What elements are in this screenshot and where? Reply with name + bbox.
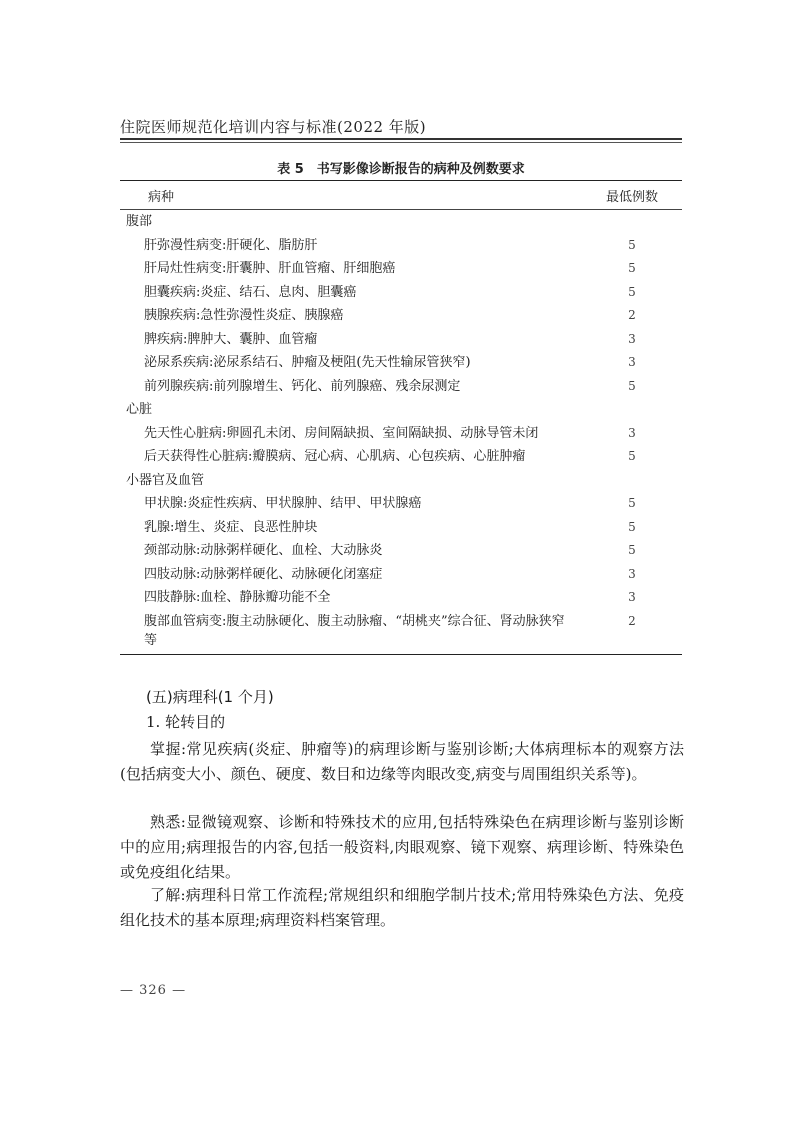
table-row [120,257,682,281]
count-cell: 3 [628,425,636,440]
section-title: (五)病理科(1 个月) [146,688,274,706]
count-cell: 5 [628,543,636,557]
count-cell: 2 [628,308,636,322]
disease-cell: 颈部动脉:动脉粥样硬化、血栓、大动脉炎 [144,543,383,558]
table-row [120,539,682,563]
disease-cell: 胆囊疾病:炎症、结石、息肉、胆囊癌 [144,284,357,300]
table-bottom-rule [120,654,682,655]
disease-cell: 乳腺:增生、炎症、良恶性肿块 [144,519,318,535]
count-cell: 5 [628,519,636,534]
category-label: 心脏 [126,402,153,417]
table-caption: 表 5 书写影像诊断报告的病种及例数要求 [277,162,525,177]
disease-cell: 甲状腺:炎症性疾病、甲状腺肿、结甲、甲状腺癌 [144,496,422,511]
disease-cell: 先天性心脏病:卵圆孔未闭、房间隔缺损、室间隔缺损、动脉导管未闭 [144,425,539,441]
disease-cell: 肝弥漫性病变:肝硬化、脂肪肝 [144,237,318,253]
running-header: 住院医师规范化培训内容与标准(2022 年版) [120,118,427,136]
count-cell: 5 [628,284,636,299]
table-row [120,351,682,375]
category-row [120,398,682,422]
table-row [120,422,682,446]
count-cell: 3 [628,331,636,346]
table-row [120,375,682,399]
count-cell: 3 [628,355,636,369]
table-row [120,610,682,650]
table-row [120,304,682,328]
category-row [120,210,682,234]
count-cell: 3 [628,590,636,604]
count-cell: 2 [628,613,636,628]
table-row [120,234,682,258]
header-rule-thick [120,138,682,140]
count-cell: 3 [628,566,636,581]
column-header-disease: 病种 [148,189,175,205]
category-row [120,469,682,493]
disease-cell: 肝局灶性病变:肝囊肿、肝血管瘤、肝细胞癌 [144,261,396,276]
paragraph-understand: 了解:病理科日常工作流程;常规组织和细胞学制片技术;常用特殊染色方法、免疫组化技术的基本原理;病理资料档案管理。 [120,886,684,929]
disease-cell: 后天获得性心脏病:瓣膜病、冠心病、心肌病、心包疾病、心脏肿瘤 [144,449,526,464]
requirements-table [120,180,682,655]
table-row [120,445,682,469]
subsection-title: 1. 轮转目的 [146,713,226,731]
disease-cell: 胰腺疾病:急性弥漫性炎症、胰腺癌 [144,308,344,323]
count-cell: 5 [628,496,636,510]
header-rule-thin [120,142,682,143]
table-row [120,328,682,352]
paragraph-master: 掌握:常见疾病(炎症、肿瘤等)的病理诊断与鉴别诊断;大体病理标本的观察方法(包括病变大小、颜色、硬度、数目和边缘等肉眼改变,病变与周围组织关系等)。 [120,740,684,783]
disease-cell: 前列腺疾病:前列腺增生、钙化、前列腺癌、残余尿测定 [144,378,461,394]
category-label: 小器官及血管 [126,472,205,488]
disease-cell: 四肢动脉:动脉粥样硬化、动脉硬化闭塞症 [144,566,383,582]
table-row [120,281,682,305]
table-row [120,516,682,540]
column-header-min-count: 最低例数 [605,189,658,205]
count-cell: 5 [628,449,636,463]
count-cell: 5 [628,261,636,275]
table-row [120,586,682,610]
count-cell: 5 [628,378,636,393]
table-row [120,563,682,587]
page-number: — 326 — [120,983,187,998]
paragraph-familiar: 熟悉:显微镜观察、诊断和特殊技术的应用,包括特殊染色在病理诊断与鉴别诊断中的应用;病理报告的内容,包括一般资料,肉眼观察、镜下观察、病理诊断、特殊染色或免疫组化结果。 [120,813,684,881]
table-body [120,210,682,654]
count-cell: 5 [628,237,636,252]
disease-cell: 脾疾病:脾肿大、囊肿、血管瘤 [144,331,318,347]
disease-cell: 四肢静脉:血栓、静脉瓣功能不全 [144,590,331,605]
category-label: 腹部 [126,214,153,229]
table-row [120,492,682,516]
disease-cell: 腹部血管病变:腹主动脉硬化、腹主动脉瘤、“胡桃夹”综合征、肾动脉狭窄等 [144,613,565,648]
disease-cell: 泌尿系疾病:泌尿系结石、肿瘤及梗阻(先天性输尿管狭窄) [144,355,471,370]
table-header-row [120,181,682,209]
